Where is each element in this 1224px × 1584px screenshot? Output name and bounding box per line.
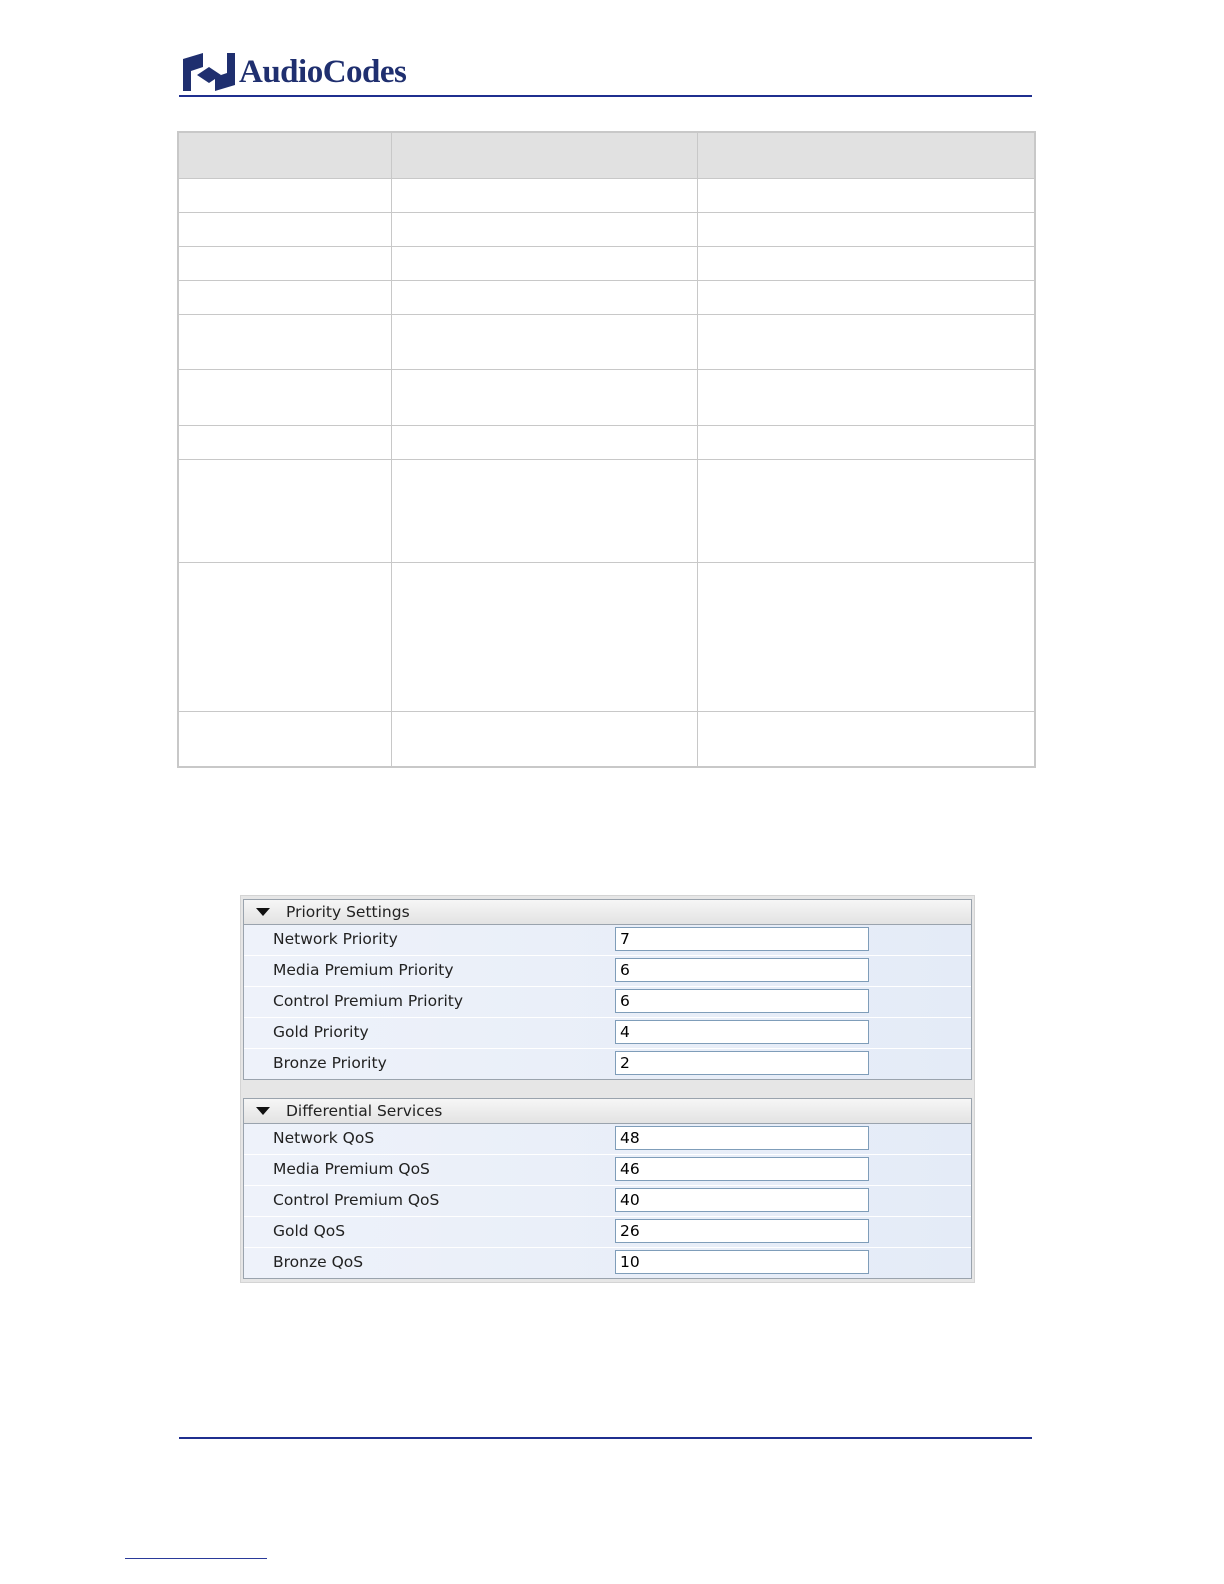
table-row	[178, 460, 1035, 563]
network-qos-input[interactable]	[615, 1126, 869, 1150]
gold-qos-input[interactable]	[615, 1219, 869, 1243]
setting-row-network-qos	[244, 1124, 971, 1155]
table-row	[178, 247, 1035, 281]
audiocodes-logo-icon	[183, 53, 235, 91]
table-row	[178, 426, 1035, 460]
table-header-row	[178, 132, 1035, 179]
setting-label: Network QoS	[273, 1129, 375, 1147]
differential-services-header[interactable]	[244, 1099, 971, 1124]
setting-label: Bronze Priority	[273, 1054, 387, 1072]
footer-rule	[179, 1437, 1032, 1439]
table-row	[178, 712, 1035, 767]
setting-label: Gold QoS	[273, 1222, 346, 1240]
priority-settings-section	[243, 899, 972, 1080]
table-row	[178, 281, 1035, 315]
control-premium-qos-input[interactable]	[615, 1188, 869, 1212]
bronze-priority-input[interactable]	[615, 1051, 869, 1075]
setting-label: Control Premium QoS	[273, 1191, 440, 1209]
gold-priority-input[interactable]	[615, 1020, 869, 1044]
collapse-triangle-icon[interactable]	[256, 908, 270, 916]
setting-row-control-premium-priority	[244, 987, 971, 1018]
parameter-table	[177, 131, 1036, 768]
setting-row-bronze-priority	[244, 1049, 971, 1079]
network-priority-input[interactable]	[615, 927, 869, 951]
setting-row-bronze-qos	[244, 1248, 971, 1278]
setting-label: Control Premium Priority	[273, 992, 464, 1010]
setting-label: Gold Priority	[273, 1023, 369, 1041]
setting-row-control-premium-qos	[244, 1186, 971, 1217]
qos-settings-panel	[240, 895, 975, 1283]
table-row	[178, 315, 1035, 370]
table-row	[178, 213, 1035, 247]
table-row	[178, 370, 1035, 426]
setting-row-network-priority	[244, 925, 971, 956]
collapse-triangle-icon[interactable]	[256, 1107, 270, 1115]
differential-services-section	[243, 1098, 972, 1279]
media-premium-priority-input[interactable]	[615, 958, 869, 982]
setting-row-media-premium-priority	[244, 956, 971, 987]
table-header-cell	[391, 132, 697, 179]
setting-label: Media Premium QoS	[273, 1160, 430, 1178]
table-row	[178, 563, 1035, 712]
media-premium-qos-input[interactable]	[615, 1157, 869, 1181]
setting-row-media-premium-qos	[244, 1155, 971, 1186]
control-premium-priority-input[interactable]	[615, 989, 869, 1013]
table-header-cell	[178, 132, 391, 179]
brand-name: AudioCodes	[239, 54, 407, 90]
setting-label: Network Priority	[273, 930, 398, 948]
header-rule	[179, 95, 1032, 97]
setting-label: Bronze QoS	[273, 1253, 364, 1271]
setting-label: Media Premium Priority	[273, 961, 454, 979]
footnote-rule	[125, 1558, 267, 1559]
setting-row-gold-qos	[244, 1217, 971, 1248]
audiocodes-logo	[183, 52, 406, 92]
bronze-qos-input[interactable]	[615, 1250, 869, 1274]
setting-row-gold-priority	[244, 1018, 971, 1049]
section-title: Priority Settings	[286, 903, 410, 921]
table-row	[178, 179, 1035, 213]
section-title: Differential Services	[286, 1102, 443, 1120]
priority-settings-header[interactable]	[244, 900, 971, 925]
table-header-cell	[697, 132, 1035, 179]
